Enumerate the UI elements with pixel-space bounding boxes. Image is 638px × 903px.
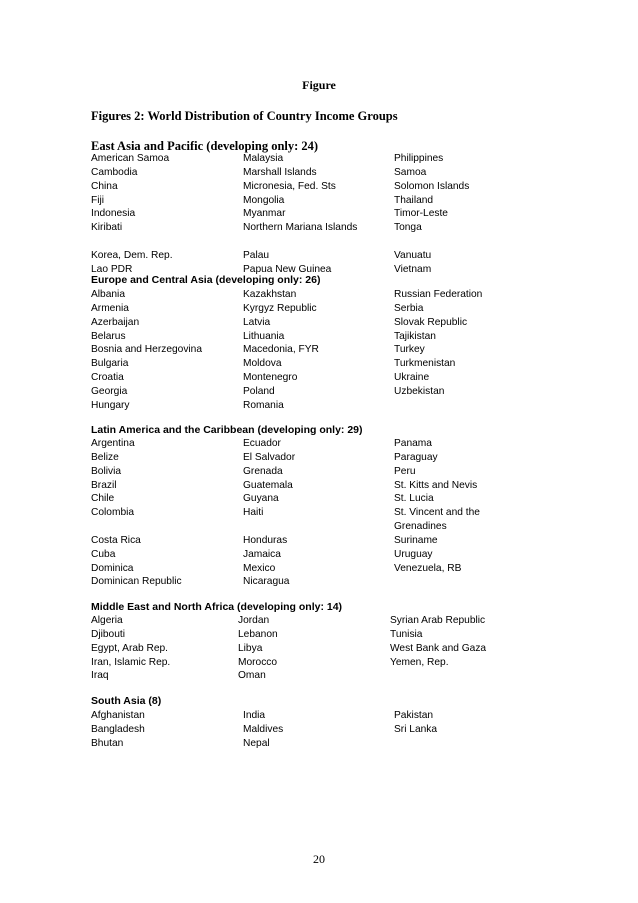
- table-row: [91, 737, 511, 751]
- country-name: Bulgaria: [91, 358, 129, 370]
- table-row: [91, 656, 511, 670]
- country-name: Haiti: [243, 507, 264, 519]
- table-row: [91, 207, 511, 221]
- country-name: Slovak Republic: [394, 316, 468, 328]
- country-name: Brazil: [91, 479, 117, 491]
- country-name: Suriname: [394, 534, 438, 546]
- country-name: Algeria: [91, 615, 123, 626]
- section-heading-europe-central-asia: Europe and Central Asia (developing only: 26): [91, 274, 321, 286]
- table-row: [91, 575, 511, 589]
- country-name: Iraq: [91, 670, 109, 682]
- country-name: Poland: [243, 385, 275, 397]
- country-name: Maldives: [243, 723, 284, 735]
- page-number: 20: [313, 852, 325, 866]
- country-name: Azerbaijan: [91, 316, 140, 328]
- country-name: Costa Rica: [91, 534, 141, 546]
- table-row: [91, 548, 511, 562]
- table-row: [91, 465, 511, 479]
- country-name: Kyrgyz Republic: [243, 302, 317, 314]
- country-name: Iran, Islamic Rep.: [91, 656, 171, 668]
- table-row: [91, 534, 511, 548]
- table-row: [91, 506, 511, 534]
- country-name: Northern Mariana Islands: [243, 222, 358, 234]
- table-row: [91, 709, 511, 723]
- country-name: Nepal: [243, 737, 270, 749]
- country-name: India: [243, 710, 266, 721]
- country-name: Afghanistan: [91, 710, 145, 721]
- country-name: Croatia: [91, 372, 124, 384]
- country-name: Vanuatu: [394, 249, 432, 261]
- country-name: China: [91, 180, 118, 192]
- country-name: Yemen, Rep.: [390, 656, 449, 668]
- country-name: Turkmenistan: [394, 358, 456, 370]
- country-name: Samoa: [394, 166, 427, 178]
- country-name: Romania: [243, 399, 284, 411]
- country-table-europe-central-asia: [91, 288, 511, 413]
- country-name: Thailand: [394, 194, 434, 206]
- table-row: [91, 614, 511, 628]
- country-name: Cambodia: [91, 166, 138, 178]
- country-name: St. Lucia: [394, 493, 434, 505]
- table-row: [91, 343, 511, 357]
- country-name: Mongolia: [243, 194, 285, 206]
- country-name: Kazakhstan: [243, 289, 297, 300]
- country-name: Colombia: [91, 507, 135, 519]
- country-name: Belize: [91, 451, 119, 463]
- table-row: [91, 194, 511, 208]
- country-name: Nicaragua: [243, 576, 290, 588]
- country-name: Grenada: [243, 465, 283, 477]
- country-name: West Bank and Gaza: [390, 642, 487, 654]
- country-name: Kiribati: [91, 222, 123, 234]
- country-name: Jamaica: [243, 548, 281, 560]
- country-table-east-asia-pacific: [91, 152, 511, 277]
- country-name: Lao PDR: [91, 263, 133, 275]
- country-table-middle-east-north-africa: [91, 614, 511, 683]
- table-row: [91, 330, 511, 344]
- table-row: [91, 385, 511, 399]
- country-name: Indonesia: [91, 208, 136, 220]
- table-row: [91, 302, 511, 316]
- country-name: Palau: [243, 249, 270, 261]
- table-row: [91, 399, 511, 413]
- country-name: Dominican Republic: [91, 576, 182, 588]
- country-name: Guatemala: [243, 479, 293, 491]
- table-row: [91, 451, 511, 465]
- table-row: [91, 492, 511, 506]
- country-name: Albania: [91, 289, 125, 300]
- country-name: Argentina: [91, 438, 135, 449]
- figure-label: Figure: [302, 78, 336, 92]
- section-heading-latin-america-caribbean: Latin America and the Caribbean (developing only: 29): [91, 424, 363, 436]
- section-heading-east-asia-pacific: East Asia and Pacific (developing only: 24): [91, 139, 319, 153]
- country-name: Philippines: [394, 153, 444, 164]
- country-name: Malaysia: [243, 153, 284, 164]
- country-name: Tonga: [394, 222, 422, 234]
- country-name: Micronesia, Fed. Sts: [243, 180, 336, 192]
- section-heading-south-asia: South Asia (8): [91, 695, 162, 707]
- country-name: Georgia: [91, 385, 128, 397]
- country-name: Belarus: [91, 330, 126, 342]
- table-row: [91, 221, 511, 249]
- country-name: Pakistan: [394, 710, 434, 721]
- table-row: [91, 723, 511, 737]
- table-row: [91, 669, 511, 683]
- country-table-latin-america-caribbean: [91, 437, 511, 589]
- table-row: [91, 288, 511, 302]
- country-name: Solomon Islands: [394, 180, 470, 192]
- country-name: El Salvador: [243, 451, 296, 463]
- country-name: Hungary: [91, 399, 130, 411]
- country-name: Armenia: [91, 302, 129, 314]
- country-name: Timor-Leste: [394, 208, 448, 220]
- country-name: Vietnam: [394, 263, 432, 275]
- country-name: Chile: [91, 493, 115, 505]
- country-name: Jordan: [238, 615, 270, 626]
- country-name: Macedonia, FYR: [243, 344, 319, 356]
- country-name: Dominica: [91, 562, 134, 574]
- country-name: Syrian Arab Republic: [390, 615, 486, 626]
- country-name: Cuba: [91, 548, 116, 560]
- table-row: [91, 628, 511, 642]
- country-name: St. Kitts and Nevis: [394, 479, 478, 491]
- country-name: St. Vincent and the Grenadines: [394, 507, 480, 533]
- country-name: Mexico: [243, 562, 276, 574]
- country-name: Egypt, Arab Rep.: [91, 642, 169, 654]
- table-row: [91, 479, 511, 493]
- country-name: Panama: [394, 438, 432, 449]
- country-name: American Samoa: [91, 153, 170, 164]
- country-name: Honduras: [243, 534, 288, 546]
- figure-title: Figures 2: World Distribution of Country Income Groups: [91, 109, 398, 123]
- section-heading-middle-east-north-africa: Middle East and North Africa (developing only: 14): [91, 601, 343, 613]
- country-name: Ukraine: [394, 372, 430, 384]
- country-name: Moldova: [243, 358, 282, 370]
- country-name: Oman: [238, 670, 266, 682]
- country-name: Morocco: [238, 656, 278, 668]
- country-name: Bangladesh: [91, 723, 145, 735]
- country-name: Russian Federation: [394, 289, 483, 300]
- country-name: Korea, Dem. Rep.: [91, 249, 173, 261]
- country-name: Latvia: [243, 316, 271, 328]
- country-name: Tunisia: [390, 628, 423, 640]
- country-name: Peru: [394, 465, 416, 477]
- country-name: Myanmar: [243, 208, 286, 220]
- country-name: Bolivia: [91, 465, 122, 477]
- country-name: Papua New Guinea: [243, 263, 332, 275]
- country-name: Guyana: [243, 493, 279, 505]
- country-name: Venezuela, RB: [394, 562, 462, 574]
- country-name: Paraguay: [394, 451, 438, 463]
- table-row: [91, 316, 511, 330]
- table-row: [91, 249, 511, 263]
- country-name: Libya: [238, 642, 263, 654]
- table-row: [91, 357, 511, 371]
- country-name: Turkey: [394, 344, 425, 356]
- table-row: [91, 152, 511, 166]
- country-name: Marshall Islands: [243, 166, 317, 178]
- country-name: Serbia: [394, 302, 424, 314]
- country-name: Ecuador: [243, 438, 281, 449]
- country-name: Djibouti: [91, 628, 125, 640]
- country-name: Uzbekistan: [394, 385, 445, 397]
- country-table-south-asia: [91, 709, 511, 751]
- table-row: [91, 166, 511, 180]
- country-name: Tajikistan: [394, 330, 436, 342]
- country-name: Uruguay: [394, 548, 433, 560]
- table-row: [91, 437, 511, 451]
- country-name: Sri Lanka: [394, 723, 438, 735]
- country-name: Lithuania: [243, 330, 285, 342]
- country-name: Bosnia and Herzegovina: [91, 344, 203, 356]
- table-row: [91, 562, 511, 576]
- table-row: [91, 371, 511, 385]
- country-name: Fiji: [91, 194, 105, 206]
- table-row: [91, 642, 511, 656]
- country-name: Montenegro: [243, 372, 298, 384]
- table-row: [91, 180, 511, 194]
- country-name: Lebanon: [238, 628, 278, 640]
- country-name: Bhutan: [91, 737, 124, 749]
